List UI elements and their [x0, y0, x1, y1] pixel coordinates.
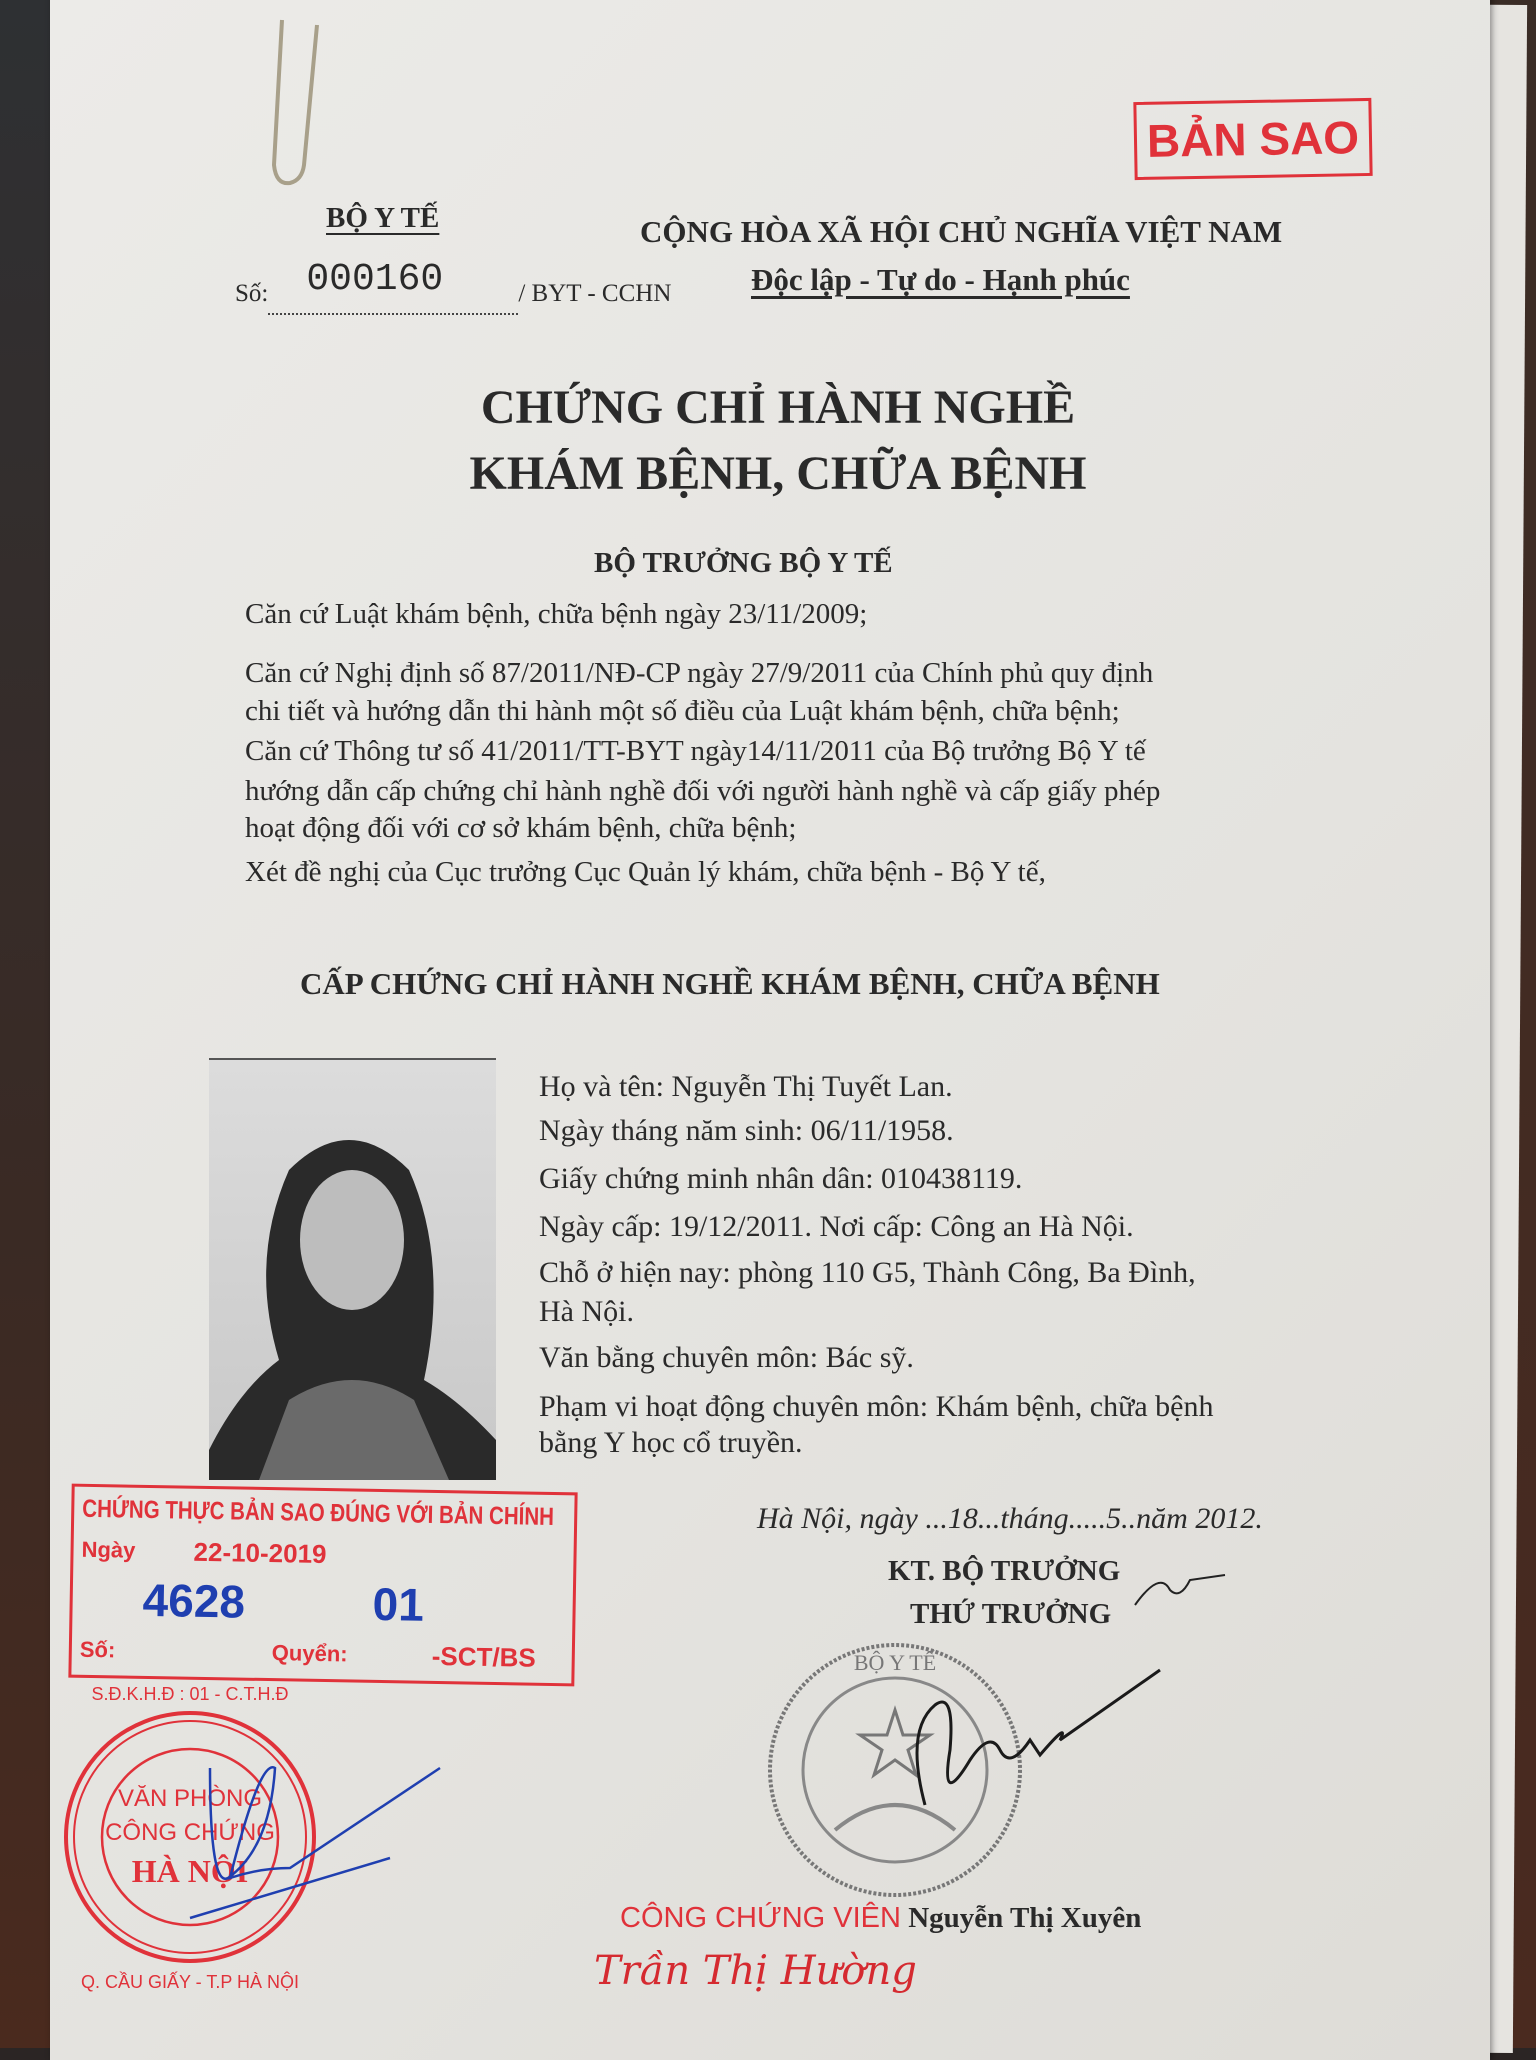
preamble-line: Căn cứ Luật khám bệnh, chữa bệnh ngày 23/11/2009; — [245, 598, 868, 630]
ministry-seal — [740, 1640, 1300, 1900]
issuer-heading: BỘ TRƯỞNG BỘ Y TẾ — [594, 547, 893, 579]
holder-scope-cont: bằng Y học cổ truyền. — [539, 1426, 803, 1459]
holder-address: Chỗ ở hiện nay: phòng 110 G5, Thành Công, Ba Đình, — [539, 1256, 1196, 1289]
preamble-line: Căn cứ Thông tư số 41/2011/TT-BYT ngày14/11/2011 của Bộ trưởng Bộ Y tế — [245, 735, 1146, 767]
national-motto: Độc lập - Tự do - Hạnh phúc — [751, 262, 1130, 297]
document-number — [235, 258, 672, 315]
stamp-number-label: Số: — [79, 1636, 116, 1663]
seal-line1: VĂN PHÒNG — [117, 1785, 263, 1812]
preamble-line: Xét đề nghị của Cục trưởng Cục Quản lý khám, chữa bệnh - Bộ Y tế, — [245, 856, 1046, 888]
holder-address-city: Hà Nội. — [539, 1295, 634, 1328]
seal-line2: CÔNG CHỨNG — [105, 1819, 275, 1846]
number-label: Số: — [235, 280, 269, 307]
signatory-signature — [917, 1670, 1160, 1805]
certificate-title-line2: KHÁM BỆNH, CHỮA BỆNH — [469, 447, 1087, 500]
preamble-line: hoạt động đối với cơ sở khám bệnh, chữa bệnh; — [245, 812, 797, 844]
copy-stamp: BẢN SAO — [1133, 98, 1372, 180]
certification-stamp — [68, 1484, 577, 1687]
certificate-title-line1: CHỨNG CHỈ HÀNH NGHỀ — [480, 381, 1076, 434]
stamp-date-label: Ngày — [81, 1536, 136, 1563]
preamble-line: chi tiết và hướng dẫn thi hành một số điều của Luật khám bệnh, chữa bệnh; — [245, 695, 1120, 727]
preamble-line: Căn cứ Nghị định số 87/2011/NĐ-CP ngày 27/9/2011 của Chính phủ quy định — [245, 657, 1154, 689]
holder-birthdate: Ngày tháng năm sinh: 06/11/1958. — [539, 1114, 954, 1147]
certification-stamp-title: CHỨNG THỰC BẢN SAO ĐÚNG VỚI BẢN CHÍNH — [82, 1494, 555, 1532]
notary-label: CÔNG CHỨNG VIÊN — [620, 1902, 901, 1934]
seal-outer-top: S.Đ.K.H.Đ : 01 - C.T.H.Đ — [91, 1684, 289, 1704]
holder-id-number: Giấy chứng minh nhân dân: 010438119. — [539, 1162, 1023, 1195]
signatory-title: KT. BỘ TRƯỞNG — [888, 1555, 1121, 1587]
number-value: 000160 — [306, 258, 444, 301]
holder-qualification: Văn bằng chuyên môn: Bác sỹ. — [539, 1341, 914, 1374]
notary-seal — [60, 1708, 530, 1966]
signatory-name: Nguyễn Thị Xuyên — [908, 1902, 1142, 1934]
paperclip-icon — [262, 15, 332, 190]
holder-photo — [209, 1058, 496, 1480]
stamp-number-value: 4628 — [142, 1573, 246, 1628]
notary-name: Trần Thị Hường — [594, 1948, 917, 1994]
notary-signature-line — [620, 1902, 1141, 1935]
holder-id-issue: Ngày cấp: 19/12/2011. Nơi cấp: Công an Hà Nội. — [539, 1210, 1134, 1243]
number-suffix: / BYT - CCHN — [518, 280, 672, 307]
star-icon — [860, 1710, 930, 1775]
holder-name: Họ và tên: Nguyễn Thị Tuyết Lan. — [539, 1070, 953, 1103]
portrait-silhouette-icon — [209, 1060, 496, 1480]
seal-text: BỘ Y TẾ — [853, 1650, 937, 1675]
stamp-book-label: Quyển: — [271, 1640, 348, 1667]
stamp-book-value: 01 — [372, 1577, 425, 1631]
decision-heading: CẤP CHỨNG CHỈ HÀNH NGHỀ KHÁM BỆNH, CHỮA BỆNH — [300, 966, 1160, 1001]
stamp-date-value: 22-10-2019 — [193, 1536, 327, 1570]
seal-outer-bottom: Q. CẦU GIẤY - T.P HÀ NỘI — [80, 1972, 300, 1992]
holder-scope: Phạm vi hoạt động chuyên môn: Khám bệnh, chữa bệnh — [539, 1390, 1214, 1423]
ministry-name: BỘ Y TẾ — [326, 202, 440, 234]
initial-signature — [1130, 1560, 1230, 1620]
issue-date-line: Hà Nội, ngày ...18...tháng.....5..năm 2012. — [757, 1502, 1263, 1535]
preamble-line: hướng dẫn cấp chứng chỉ hành nghề đối với người hành nghề và cấp giấy phép — [245, 775, 1161, 807]
signatory-position: THỨ TRƯỞNG — [910, 1598, 1112, 1630]
stamp-suffix: -SCT/BS — [431, 1640, 537, 1673]
seal-line3: HÀ NỘI — [131, 1853, 249, 1889]
republic-name: CỘNG HÒA XÃ HỘI CHỦ NGHĨA VIỆT NAM — [640, 214, 1283, 249]
